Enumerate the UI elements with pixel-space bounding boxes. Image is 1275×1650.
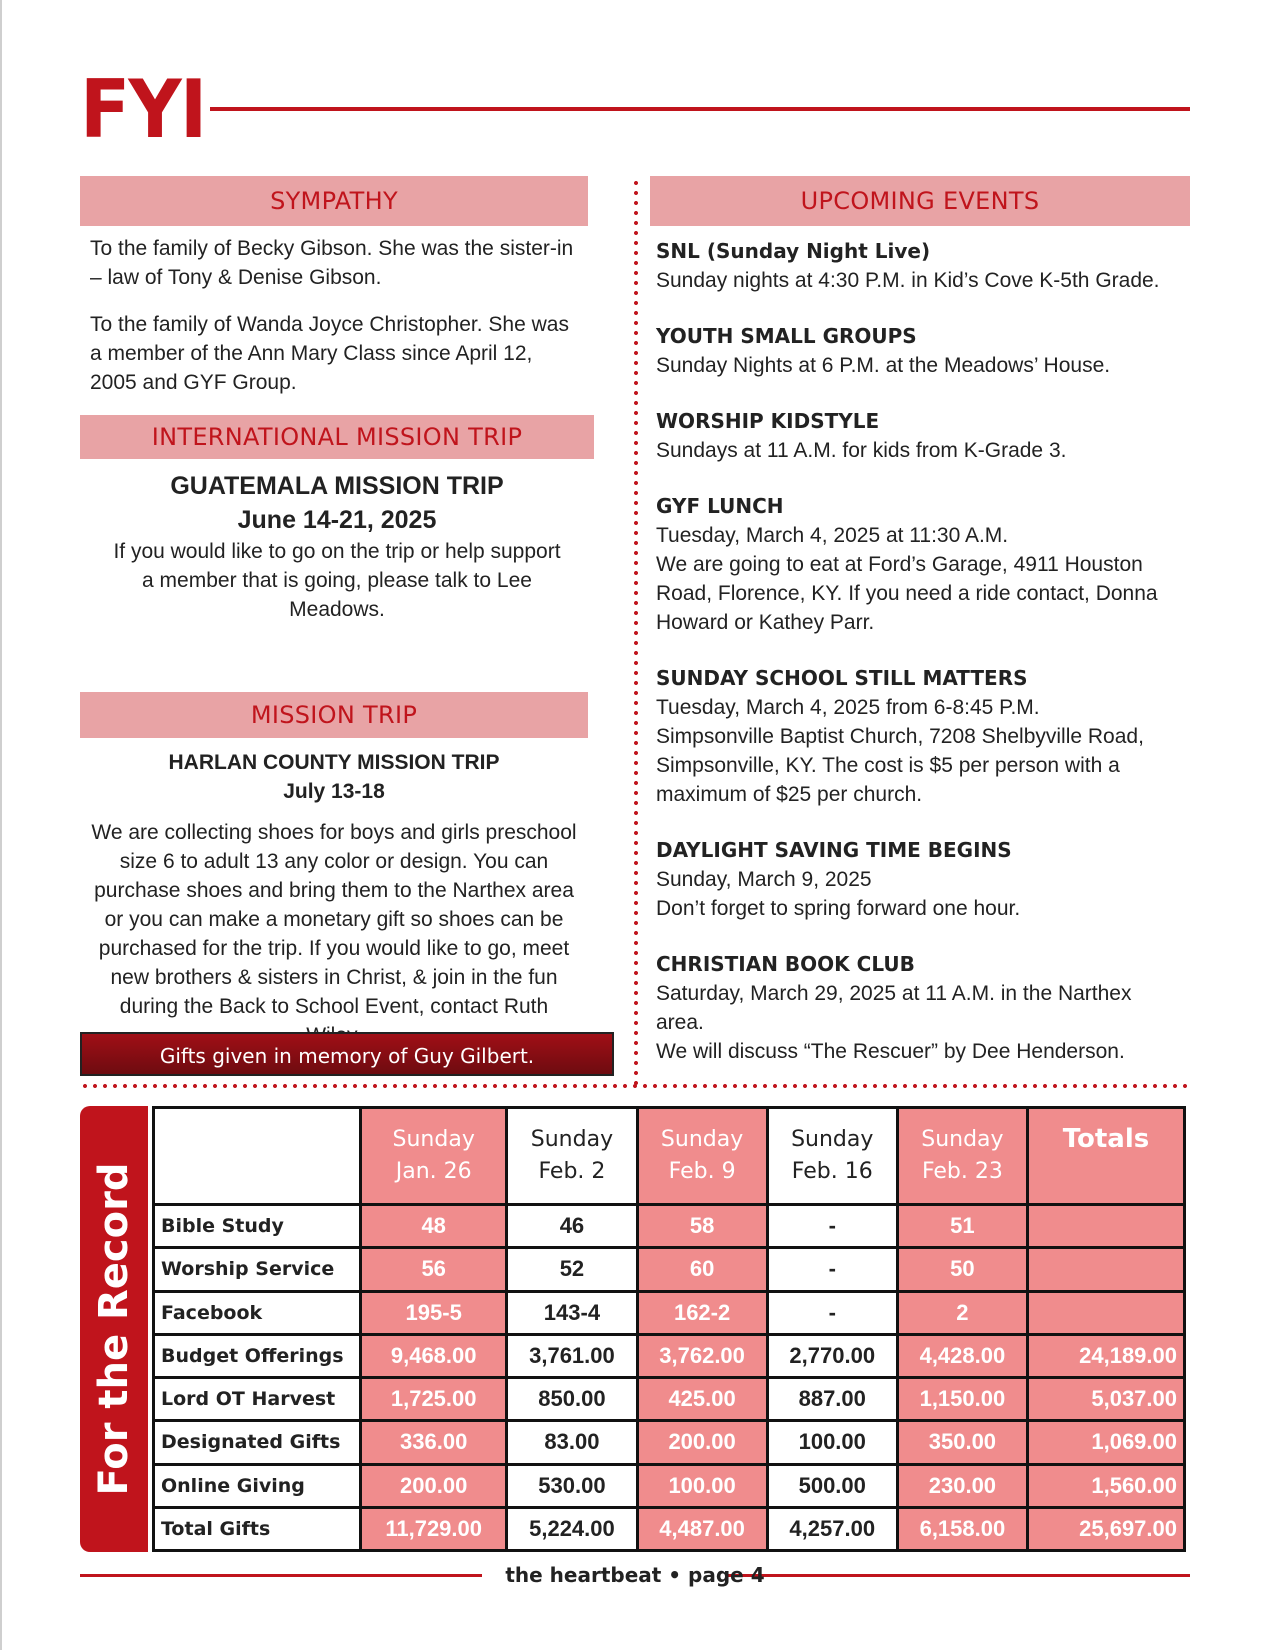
record-cell: 48 [361, 1205, 507, 1248]
record-cell: 52 [507, 1248, 637, 1291]
column-date: Feb. 2 [538, 1159, 606, 1184]
event-title: CHRISTIAN BOOK CLUB [656, 952, 915, 976]
record-table [152, 1106, 1186, 1552]
record-cell: - [767, 1205, 897, 1248]
page-edge-rule [0, 0, 2, 1650]
page-footer [80, 1560, 1190, 1590]
record-row-label: Budget Offerings [154, 1334, 361, 1377]
record-total-cell: 25,697.00 [1027, 1507, 1184, 1550]
record-cell: 4,257.00 [767, 1507, 897, 1550]
record-column-header [361, 1108, 507, 1205]
record-cell: 46 [507, 1205, 637, 1248]
record-header-row [154, 1108, 1185, 1205]
record-cell: 51 [897, 1205, 1027, 1248]
event-title: SUNDAY SCHOOL STILL MATTERS [656, 666, 1028, 690]
record-cell: 1,150.00 [897, 1378, 1027, 1421]
event-title: GYF LUNCH [656, 494, 784, 518]
record-cell: 143-4 [507, 1291, 637, 1334]
memorial-banner: Gifts given in memory of Guy Gilbert. [80, 1032, 614, 1076]
event-detail: Don’t forget to spring forward one hour. [656, 897, 1021, 920]
record-row [154, 1507, 1185, 1550]
right-column [650, 176, 1190, 1092]
mission-trip-section [80, 748, 588, 1050]
record-cell: 336.00 [361, 1421, 507, 1464]
record-cell: 6,158.00 [897, 1507, 1027, 1550]
record-cell: 2 [897, 1291, 1027, 1334]
record-cell: 50 [897, 1248, 1027, 1291]
record-row-label: Lord OT Harvest [154, 1378, 361, 1421]
record-cell: 4,428.00 [897, 1334, 1027, 1377]
column-day: Sunday [392, 1127, 475, 1152]
record-row-label: Online Giving [154, 1464, 361, 1507]
events-heading: UPCOMING EVENTS [650, 176, 1190, 226]
sympathy-paragraph: To the family of Becky Gibson. She was the sister-in – law of Tony & Denise Gibson. [90, 237, 574, 289]
record-row-label: Bible Study [154, 1205, 361, 1248]
event-item [656, 321, 1184, 380]
event-item [656, 406, 1184, 465]
event-detail: Sunday, March 9, 2025 [656, 868, 872, 891]
column-day: Sunday [530, 1127, 614, 1152]
event-title: SNL (Sunday Night Live) [656, 239, 931, 263]
footer-text: the heartbeat • page 4 [505, 1563, 765, 1587]
record-total-cell [1027, 1205, 1184, 1248]
record-cell: 425.00 [637, 1378, 767, 1421]
event-item [656, 236, 1184, 295]
column-day: Sunday [660, 1127, 744, 1152]
totals-header: Totals [1027, 1108, 1184, 1205]
record-cell: 200.00 [361, 1464, 507, 1507]
record-row [154, 1334, 1185, 1377]
record-cell: 60 [637, 1248, 767, 1291]
record-cell: 1,725.00 [361, 1378, 507, 1421]
record-total-cell [1027, 1248, 1184, 1291]
record-row-label: Worship Service [154, 1248, 361, 1291]
event-title: DAYLIGHT SAVING TIME BEGINS [656, 838, 1012, 862]
column-date: Feb. 23 [921, 1159, 1003, 1184]
record-total-cell: 24,189.00 [1027, 1334, 1184, 1377]
events-list [650, 226, 1190, 1066]
record-cell: 500.00 [767, 1464, 897, 1507]
record-total-cell: 5,037.00 [1027, 1378, 1184, 1421]
record-row-label: Total Gifts [154, 1507, 361, 1550]
record-cell: 100.00 [767, 1421, 897, 1464]
event-detail: We will discuss “The Rescuer” by Dee Henderson. [656, 1040, 1125, 1063]
column-divider [634, 178, 638, 1090]
record-cell: 3,761.00 [507, 1334, 637, 1377]
international-trip-title: GUATEMALA MISSION TRIP [170, 472, 504, 500]
record-tab [80, 1106, 148, 1552]
record-row [154, 1421, 1185, 1464]
international-trip-heading: INTERNATIONAL MISSION TRIP [80, 415, 594, 459]
record-cell: 195-5 [361, 1291, 507, 1334]
column-day: Sunday [791, 1127, 874, 1152]
event-detail: Sunday Nights at 6 P.M. at the Meadows’ House. [656, 354, 1111, 377]
record-total-cell [1027, 1291, 1184, 1334]
event-title: WORSHIP KIDSTYLE [656, 409, 880, 433]
record-cell: 9,468.00 [361, 1334, 507, 1377]
event-detail: Sunday nights at 4:30 P.M. in Kid’s Cove K-5th Grade. [656, 269, 1160, 292]
record-cell: 58 [637, 1205, 767, 1248]
record-cell: 4,487.00 [637, 1507, 767, 1550]
column-date: Feb. 9 [668, 1159, 736, 1184]
record-tab-label: For the Record [91, 1162, 137, 1496]
title-rule [210, 107, 1190, 111]
record-cell: 11,729.00 [361, 1507, 507, 1550]
record-column-header [637, 1108, 767, 1205]
column-day: Sunday [921, 1127, 1004, 1152]
record-cell: 230.00 [897, 1464, 1027, 1507]
record-cell: - [767, 1291, 897, 1334]
record-cell: 350.00 [897, 1421, 1027, 1464]
record-total-cell: 1,560.00 [1027, 1464, 1184, 1507]
event-detail: Saturday, March 29, 2025 at 11 A.M. in the Narthex area. [656, 982, 1132, 1034]
record-row-label: Designated Gifts [154, 1421, 361, 1464]
mission-trip-title: HARLAN COUNTY MISSION TRIP [168, 751, 500, 774]
record-row [154, 1291, 1185, 1334]
sympathy-section [80, 226, 590, 397]
sympathy-paragraph: To the family of Wanda Joyce Christopher. She was a member of the Ann Mary Class since April 12, 2005 and GYF Group. [90, 313, 569, 394]
record-row-label: Facebook [154, 1291, 361, 1334]
record-cell: 2,770.00 [767, 1334, 897, 1377]
section-divider [80, 1084, 1190, 1088]
event-item [656, 835, 1184, 923]
record-cell: 83.00 [507, 1421, 637, 1464]
column-date: Feb. 16 [791, 1159, 873, 1184]
mission-trip-heading: MISSION TRIP [80, 692, 588, 738]
record-cell: 530.00 [507, 1464, 637, 1507]
sympathy-heading: SYMPATHY [80, 176, 588, 226]
event-item [656, 491, 1184, 637]
mission-trip-dates: July 13-18 [283, 780, 385, 803]
record-column-header [897, 1108, 1027, 1205]
event-item [656, 949, 1184, 1066]
event-item [656, 663, 1184, 809]
record-cell: 5,224.00 [507, 1507, 637, 1550]
record-row [154, 1248, 1185, 1291]
international-trip-body: If you would like to go on the trip or help support a member that is going, please talk to Lee Meadows. [113, 540, 561, 621]
record-total-cell: 1,069.00 [1027, 1421, 1184, 1464]
record-row [154, 1464, 1185, 1507]
record-cell: 887.00 [767, 1378, 897, 1421]
event-detail: Tuesday, March 4, 2025 at 11:30 A.M. [656, 524, 1009, 547]
record-cell: 100.00 [637, 1464, 767, 1507]
left-column [80, 176, 620, 1050]
event-detail: We are going to eat at Ford’s Garage, 4911 Houston Road, Florence, KY. If you need a ride contact, Donna Howard or Kathey Parr. [656, 553, 1158, 634]
column-date: Jan. 26 [395, 1159, 472, 1184]
international-trip-dates: June 14-21, 2025 [237, 506, 437, 534]
record-cell: 3,762.00 [637, 1334, 767, 1377]
record-column-header [507, 1108, 637, 1205]
record-cell: - [767, 1248, 897, 1291]
page-title: FYI [80, 63, 206, 156]
record-corner-cell [154, 1108, 361, 1205]
record-cell: 850.00 [507, 1378, 637, 1421]
record-column-header [767, 1108, 897, 1205]
record-cell: 162-2 [637, 1291, 767, 1334]
record-row [154, 1205, 1185, 1248]
record-cell: 200.00 [637, 1421, 767, 1464]
event-detail: Simpsonville Baptist Church, 7208 Shelbyville Road, Simpsonville, KY. The cost is $5 per person with a maximum of $25 per church. [656, 725, 1144, 806]
record-row [154, 1378, 1185, 1421]
record-cell: 56 [361, 1248, 507, 1291]
mission-trip-body: We are collecting shoes for boys and girls preschool size 6 to adult 13 any color or design. You can purchase shoes and bring them to the Narthex area or you can make a monetary gift so shoes can be purchased for the trip. If you would like to go, meet new brothers & sisters in Christ, & join in the fun during the Back to School Event, contact Ruth [91, 821, 577, 1018]
event-title: YOUTH SMALL GROUPS [656, 324, 917, 348]
event-detail: Sundays at 11 A.M. for kids from K-Grade 3. [656, 439, 1067, 462]
international-trip-section [80, 469, 594, 624]
masthead [80, 63, 1190, 156]
event-detail: Tuesday, March 4, 2025 from 6-8:45 P.M. [656, 696, 1040, 719]
